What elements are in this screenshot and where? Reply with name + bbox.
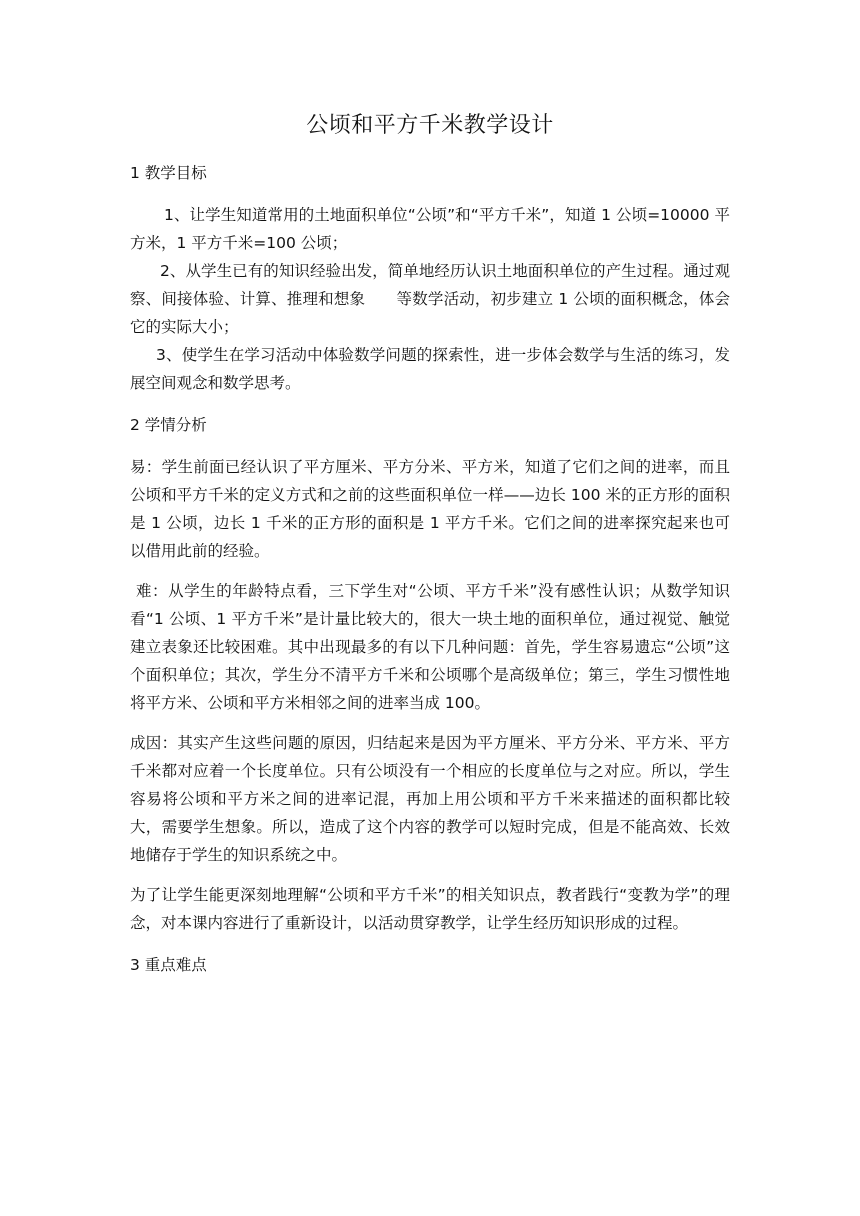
document-body <box>130 159 730 979</box>
goal-paragraph-3: 3、使学生在学习活动中体验数学问题的探索性，进一步体会数学与生活的练习，发展空间观念和数学思考。 <box>130 346 730 392</box>
section-heading-learning-analysis: 2 学情分析 <box>130 416 207 434</box>
section-heading-teaching-goals: 1 教学目标 <box>130 164 207 182</box>
analysis-paragraph-cause: 成因：其实产生这些问题的原因，归结起来是因为平方厘米、平方分米、平方米、平方千米都对应着一个长度单位。只有公顷没有一个相应的长度单位与之对应。所以，学生容易将公顷和平方米之间的进率记混，再加上用公顷和平方千米来描述的面积都比较大，需要学生想象。所以，造成了这个内容的教学可以短时完成，但是不能高效、长效地储存于学生的知识系统之中。 <box>130 734 730 864</box>
goal-paragraph-2: 2、从学生已有的知识经验出发，简单地经历认识土地面积单位的产生过程。通过观察、间接体验、计算、推理和想象 等数学活动，初步建立 1 公顷的面积概念，体会它的实际大小； <box>130 262 730 336</box>
goal-paragraph-1: 1、让学生知道常用的土地面积单位“公顷”和“平方千米”，知道 1 公顷=10000 平方米，1 平方千米=100 公顷； <box>130 206 730 252</box>
document-title: 公顷和平方千米教学设计 <box>306 113 554 138</box>
analysis-paragraph-difficult: 难：从学生的年龄特点看，三下学生对“公顷、平方千米”没有感性认识；从数学知识看“1 公顷、1 平方千米”是计量比较大的，很大一块土地的面积单位，通过视觉、触觉建立表象还比较困难。其中出现最多的有以下几种问题：首先，学生容易遗忘“公顷”这个面积单位；其次，学生分不清平方千米和公顷哪个是高级单位；第三，学生习惯性地将平方米、公顷和平方米相邻之间的进率当成 100。 <box>130 582 730 712</box>
analysis-paragraph-design: 为了让学生能更深刻地理解“公顷和平方千米”的相关知识点，教者践行“变教为学”的理念，对本课内容进行了重新设计，以活动贯穿教学，让学生经历知识形成的过程。 <box>130 886 730 932</box>
analysis-paragraph-easy: 易：学生前面已经认识了平方厘米、平方分米、平方米，知道了它们之间的进率，而且公顷和平方千米的定义方式和之前的这些面积单位一样——边长 100 米的正方形的面积是 1 公顷，边长 1 千米的正方形的面积是 1 平方千米。它们之间的进率探究起来也可以借用此前的经验。 <box>130 458 730 560</box>
section-heading-key-points: 3 重点难点 <box>130 956 207 974</box>
